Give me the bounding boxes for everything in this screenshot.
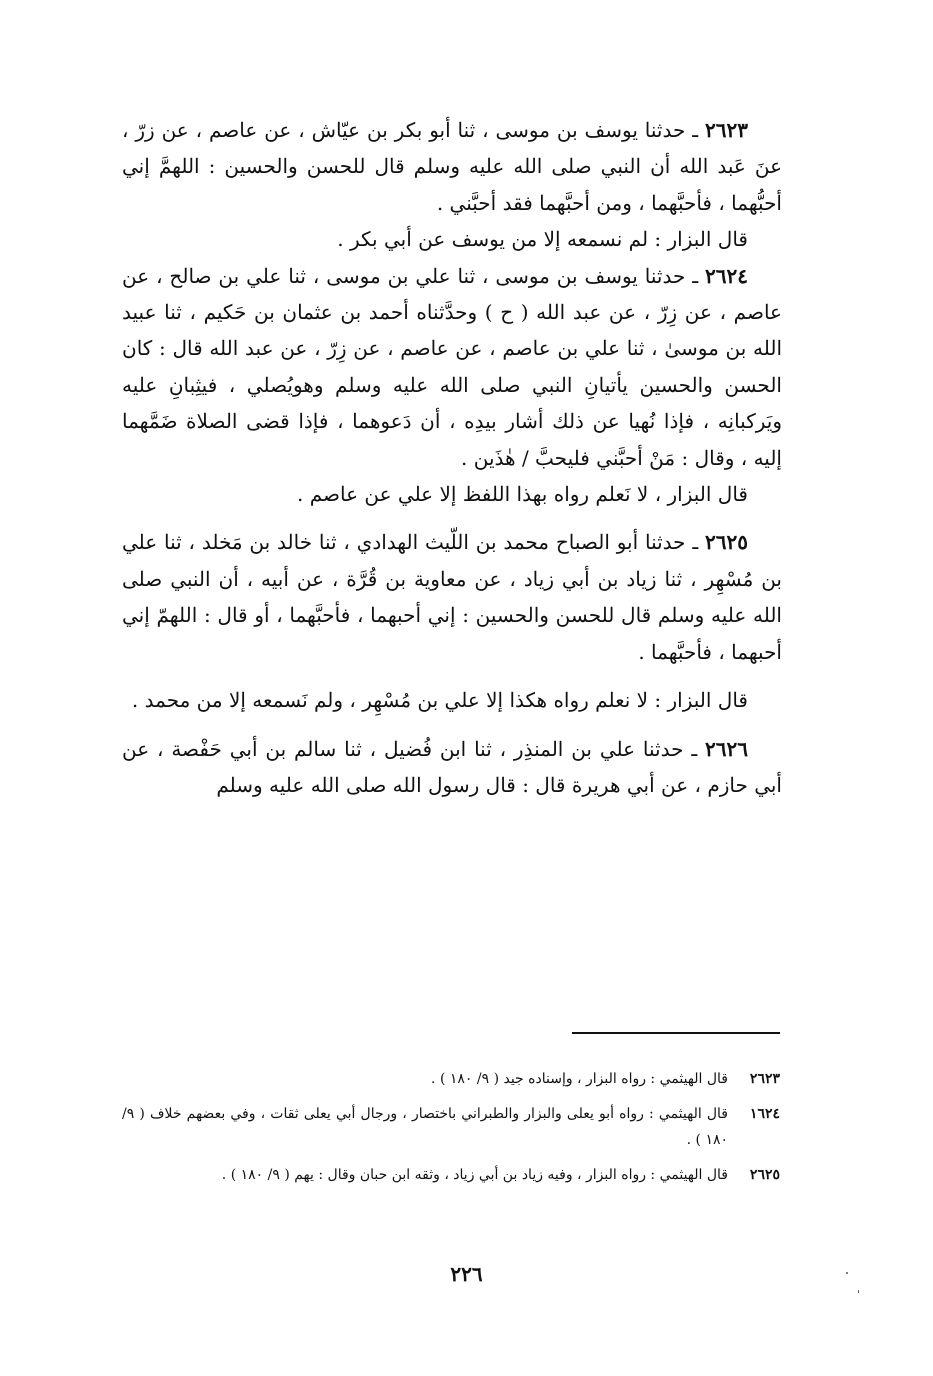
hadith-text: حدثنا يوسف بن موسى ، ثنا أبو بكر بن عيّاش ، عن عاصم ، عن زرّ ، عنَ عَبد الله أن النبي صلى الله عليه وسلم قال للحسن والحسين : اللهمَّ إني أحبُّهما ، فأحبَّهما ، ومن أحبَّهما فقد أحبَّني . bbox=[122, 118, 782, 215]
bazzar-comment: قال البزار : لا نعلم رواه هكذا إلا علي بن مُسْهِر ، ولم نَسمعه إلا من محمد . bbox=[131, 688, 748, 713]
bazzar-comment: قال البزار : لم نسمعه إلا من يوسف عن أبي بكر . bbox=[337, 227, 748, 252]
hadith-2623 bbox=[122, 112, 782, 221]
scan-speck bbox=[858, 1290, 859, 1293]
hadith-text: حدثنا يوسف بن موسى ، ثنا علي بن موسى ، ثنا علي بن صالح ، عن عاصم ، عن زِرّ ، عن عبد الله ( ح ) وحدَّثناه أحمد بن عثمان بن حَكيم ، ثنا عبيد الله بن موسىٰ ، ثنا علي بن عاصم ، عن عاصم ، عن زِرّ ، عن عبد الله قال : كان الحسن والحسين يأتيانِ النبي صلى الله عليه وسلم وهويُصلي ، فيثِبانِ عليه ويَركبانِه ، فإذا نُهيا عن ذلك أشار بيدِه ، أن دَعوهما ، فإذا قضى الصلاة ضَمَّهما إليه ، وقال : مَنْ أحبَّني فليحبَّ / هٰذَين . bbox=[122, 263, 782, 470]
dash: ـ bbox=[692, 263, 699, 288]
footnote-separator bbox=[572, 1032, 780, 1034]
footnote-number: ٢٦٢٣ bbox=[749, 1071, 780, 1087]
scan-speck bbox=[846, 1272, 848, 1274]
hadith-number: ٢٦٢٥ bbox=[705, 530, 749, 555]
hadith-number: ٢٦٢٦ bbox=[705, 736, 749, 761]
hadith-text: حدثنا أبو الصباح محمد بن اللّيث الهدادي ، ثنا خالد بن مَخلد ، ثنا علي بن مُسْهِر ، ثنا زياد بن أبي زياد ، عن معاوية بن قُرَّة ، عن أبيه ، أن النبي صلى الله عليه وسلم قال للحسن والحسين : إني أحبهما ، فأحبَّهما ، أو قال : اللهمّ إني أحبهما ، فأحبَّهما . bbox=[122, 530, 782, 664]
footnote-text: قال الهيثمي : رواه أبو يعلى والبزار والطبراني باختصار ، ورجال أبي يعلى ثقات ، وفي بعضهم خلاف ( ٩/ ١٨٠ ) . bbox=[122, 1106, 728, 1148]
footnote bbox=[122, 1066, 780, 1092]
footnote-number: ١٦٢٤ bbox=[749, 1106, 780, 1122]
footnote-text: قال الهيثمي : رواه البزار ، وإسناده جيد ( ٩/ ١٨٠ ) . bbox=[431, 1071, 728, 1087]
dash: ـ bbox=[692, 118, 699, 142]
hadith-number: ٢٦٢٤ bbox=[705, 263, 749, 288]
bazzar-comment: قال البزار ، لا نَعلم رواه بهذا اللفظ إلا علي عن عاصم . bbox=[296, 482, 748, 507]
dash: ـ bbox=[691, 736, 698, 761]
dash: ـ bbox=[692, 530, 699, 555]
hadith-text: حدثنا علي بن المنذِر ، ثنا ابن فُضيل ، ثنا سالم بن أبي حَفْصة ، عن أبي حازم ، عن أبي هريرة قال : قال رسول الله صلى الله عليه وسلم bbox=[122, 736, 782, 797]
footnote bbox=[122, 1101, 780, 1153]
hadith-2625 bbox=[122, 524, 782, 670]
footnote-text: قال الهيثمي : رواه البزار ، وفيه زياد بن أبي زياد ، وثقه ابن حبان وقال : يهم ( ٩/ ١٨٠ ) . bbox=[221, 1167, 728, 1183]
hadith-2626 bbox=[122, 731, 782, 804]
page-number: ٢٢٦ bbox=[450, 1262, 483, 1286]
footnote-number: ٢٦٢٥ bbox=[749, 1167, 780, 1183]
footnotes bbox=[122, 1066, 780, 1197]
main-text bbox=[122, 112, 782, 803]
hadith-number: ٢٦٢٣ bbox=[705, 118, 749, 142]
hadith-2624 bbox=[122, 258, 782, 476]
footnote bbox=[122, 1162, 780, 1188]
